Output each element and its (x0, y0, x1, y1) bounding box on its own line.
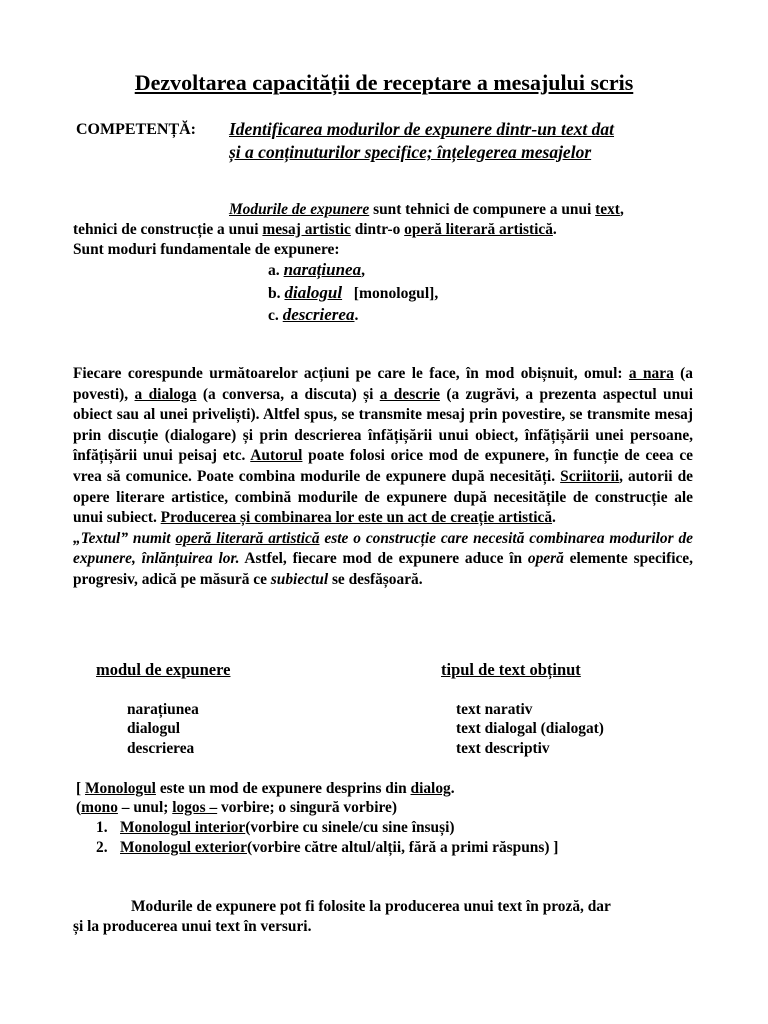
para-text: Fiecare corespunde următoarelor acțiuni pe care le face, în mod obișnuit, omul: (73, 365, 629, 382)
term-monolog-exterior: Monologul exterior (120, 839, 247, 856)
monolog-text: (vorbire către altul/alții, fără a primi răspuns) ] (246, 839, 559, 856)
mode-term: dialogul (284, 283, 343, 302)
intro-text: dintr-o (350, 221, 405, 238)
term-mesaj-artistic: mesaj artistic (262, 221, 351, 238)
intro-line-3: Sunt moduri fundamentale de expunere: (73, 241, 340, 258)
table-cell-type: text dialogal (dialogat) (456, 720, 604, 737)
monolog-text: vorbire; o singură vorbire) (217, 799, 397, 816)
mode-rest: [monologul], (342, 285, 439, 302)
mode-rest: . (354, 307, 359, 324)
mode-letter: c. (268, 307, 283, 324)
term-opera: operă (527, 550, 564, 568)
intro-text: tehnici de construcție a unui (73, 221, 263, 238)
para-text: se desfășoară. (328, 570, 423, 588)
mode-letter: b. (268, 285, 285, 302)
monolog-line-2 (76, 798, 397, 818)
competenta-line-2: și a conținuturilor specifice; înțelegerea mesajelor (229, 142, 592, 162)
intro-text: . (552, 221, 557, 238)
column-header-mode: modul de expunere (96, 660, 231, 679)
term-scriitorii: Scriitorii (560, 467, 620, 485)
term-text: text (595, 201, 620, 218)
para-text: , autorii de opere literare artistice, combină modurile de expunere după necesitățile de construcție ale unui subiect. (73, 467, 693, 527)
para-text: (a conversa, a discuta) și (196, 385, 380, 403)
table-cell-mode: narațiunea (127, 701, 199, 718)
intro-text: sunt tehnici de compunere a unui (369, 201, 596, 218)
para-text: Astfel, fiecare mod de expunere aduce în (239, 550, 528, 568)
monolog-text: ( (76, 799, 82, 816)
monolog-line-1 (76, 779, 455, 799)
term-logos: logos – (172, 799, 218, 816)
monolog-text: (vorbire cu sinele/cu sine însuși) (245, 819, 455, 836)
mode-item (268, 305, 358, 325)
term-a-dialoga: a dialoga (134, 385, 197, 403)
competenta-line-1: Identificarea modurilor de expunere dintr-un text dat (229, 119, 615, 139)
term-monolog-interior: Monologul interior (120, 819, 246, 836)
monolog-text: este un mod de expunere desprins din (155, 780, 411, 797)
term-autorul: Autorul (250, 447, 303, 465)
main-paragraph (73, 364, 693, 591)
term-opera-literara: operă literară artistică (175, 529, 320, 547)
list-number: 2. (96, 839, 108, 856)
intro-line-2 (73, 220, 557, 240)
page-title: Dezvoltarea capacității de receptare a mesajului scris (134, 70, 634, 95)
para-text: „Textul” numit (73, 529, 176, 547)
mode-letter: a. (268, 262, 284, 279)
mode-term: descrierea (282, 305, 355, 324)
monolog-text: [ (76, 780, 85, 797)
monolog-text: . (450, 780, 455, 797)
para-text: poate folosi orice mod de expunere, în funcție de ceea ce vrea să comunice. Poate combina modurile de expunere după necesități. (73, 447, 694, 485)
term-dialog: dialog (410, 780, 451, 797)
list-number: 1. (96, 819, 108, 836)
term-modurile-de-expunere: Modurile de expunere (229, 201, 370, 218)
para-text: (a zugrăvi, a prezenta aspectul unui obiect sau al unei priveliști). Altfel spus, se transmite mesaj prin povestire, se transmite mesaj prin discuție (dialogare) și prin descrierea înfățișării unui obiect, înfățișării unei persoane, înfățișării unui peisaj etc. (73, 385, 694, 465)
column-header-type: tipul de text obținut (441, 660, 581, 679)
para-text: este o construcție care necesită combinarea modurilor de expunere, înlănțuirea lor. (73, 529, 694, 568)
table-cell-mode: descrierea (127, 740, 195, 757)
mode-item (268, 260, 365, 280)
table-cell-type: text narativ (456, 701, 533, 718)
term-monologul: Monologul (84, 780, 156, 797)
term-mono: mono (81, 799, 118, 816)
term-producerea: Producerea și combinarea lor este un act de creație artistică (160, 509, 553, 527)
table-cell-mode: dialogul (127, 720, 181, 737)
para-text: (a povesti), (73, 365, 694, 403)
mode-rest: , (361, 262, 365, 279)
closing-line-2: și la producerea unui text în versuri. (73, 918, 312, 935)
monolog-list-item (96, 818, 454, 838)
competenta-label: COMPETENȚĂ: (76, 121, 196, 138)
term-a-nara: a nara (628, 365, 674, 382)
monolog-text: – unul; (117, 799, 173, 816)
intro-line-1 (229, 200, 624, 220)
term-subiectul: subiectul (270, 570, 329, 588)
term-a-descrie: a descrie (379, 385, 440, 403)
term-opera-literara: operă literară artistică (404, 221, 553, 238)
mode-item (268, 283, 438, 303)
closing-line-1: Modurile de expunere pot fi folosite la producerea unui text în proză, dar (131, 898, 611, 915)
monolog-list-item (96, 838, 558, 858)
mode-term: narațiunea (283, 260, 362, 279)
intro-text: , (619, 201, 624, 218)
table-cell-type: text descriptiv (456, 740, 550, 757)
para-text: . (552, 509, 556, 527)
para-text: elemente specifice, progresiv, adică pe măsură ce (73, 550, 693, 588)
